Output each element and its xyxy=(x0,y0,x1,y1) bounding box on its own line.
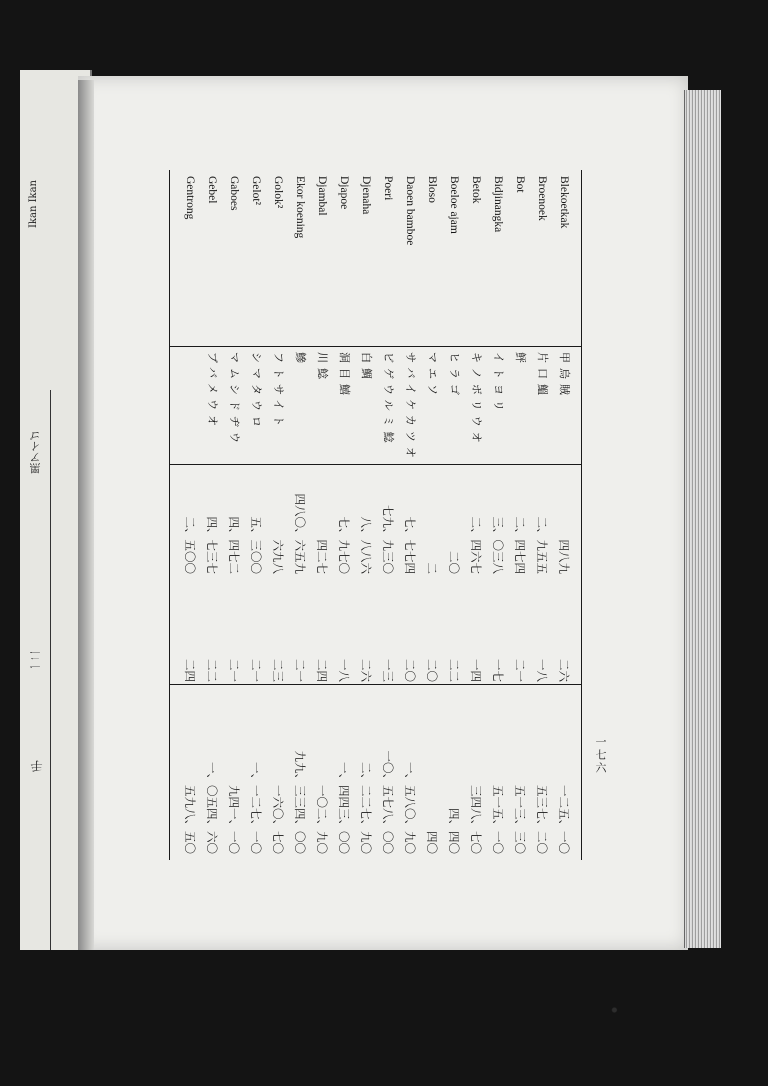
table-bottom-rule xyxy=(169,170,170,860)
quantity-cell: 二、五〇〇 xyxy=(183,516,197,574)
value-cell: 五一五、一〇 xyxy=(491,785,505,854)
value-cell: 四〇 xyxy=(425,831,439,854)
japanese-name-cell: 川鯰 xyxy=(316,352,329,384)
unit-price-cell: 一七 xyxy=(491,659,505,682)
table-row xyxy=(226,170,242,860)
japanese-name-cell: 鮃 xyxy=(514,352,527,368)
fish-name-cell: Blekoetkak xyxy=(558,176,570,229)
unit-price-cell: 二一 xyxy=(227,659,241,682)
quantity-cell: 七、九七〇 xyxy=(337,516,351,574)
value-cell: 一、五八〇、九〇 xyxy=(403,762,417,854)
japanese-name-cell: キノボリウオ xyxy=(470,352,483,448)
value-cell: 四、四〇 xyxy=(447,808,461,854)
fish-name-cell: Betok xyxy=(470,176,482,204)
japanese-name-cell: 鰺 xyxy=(294,352,307,368)
value-cell: 一六〇、七〇 xyxy=(271,785,285,854)
table-row xyxy=(358,170,374,860)
page-gutter xyxy=(78,80,94,950)
quantity-cell: 二、四六七 xyxy=(469,516,483,574)
quantity-cell: 四、七三七 xyxy=(205,516,219,574)
quantity-cell: 四八九 xyxy=(557,539,571,574)
table-row xyxy=(424,170,440,860)
quantity-cell: 三、〇三八 xyxy=(491,516,505,574)
unit-price-cell: 二一 xyxy=(513,659,527,682)
quantity-cell: 二、四七四 xyxy=(513,516,527,574)
fish-name-cell: Gentrong xyxy=(184,176,196,220)
japanese-name-cell: マムシドヂウ xyxy=(228,352,241,448)
quantity-cell: 二 xyxy=(425,562,439,574)
fish-name-cell: Ekor koening xyxy=(294,176,306,239)
value-cell: 一〇二、九〇 xyxy=(315,785,329,854)
unit-price-cell: 一八 xyxy=(337,659,351,682)
value-cell: 五一三、三〇 xyxy=(513,785,527,854)
japanese-name-cell: ヒラゴ xyxy=(448,352,461,400)
table-row xyxy=(468,170,484,860)
value-cell: 九四一、一〇 xyxy=(227,785,241,854)
fish-name-cell: Gaboes xyxy=(228,176,240,211)
quantity-cell: 四八〇、六五九 xyxy=(293,493,307,574)
value-cell: 一〇、五七八、〇〇 xyxy=(381,750,395,854)
table-row xyxy=(490,170,506,860)
left-kana-fragment: 黑アイゴ xyxy=(29,430,42,474)
fish-name-cell: Bot xyxy=(514,176,526,193)
unit-price-cell: 二二 xyxy=(447,659,461,682)
quantity-cell: 四、四七二 xyxy=(227,516,241,574)
fish-name-cell: Djapoe xyxy=(338,176,350,210)
unit-price-cell: 二一 xyxy=(293,659,307,682)
japanese-name-cell: フトサイト xyxy=(272,352,285,432)
left-header-text: Ikan Ikan xyxy=(28,180,39,229)
quantity-cell: 七、七七四 xyxy=(403,516,417,574)
japanese-name-cell: マエソ xyxy=(426,352,439,400)
table-row xyxy=(292,170,308,860)
value-cell: 一、〇五四、六〇 xyxy=(205,762,219,854)
table-row xyxy=(182,170,198,860)
unit-price-cell: 二二 xyxy=(205,659,219,682)
japanese-name-cell: ブバメウオ xyxy=(206,352,219,432)
japanese-name-cell: イトヨリ xyxy=(492,352,505,416)
fish-name-cell: Daoen bamboe xyxy=(404,176,416,246)
table-row xyxy=(556,170,572,860)
quantity-cell: 八、八八六 xyxy=(359,516,373,574)
fish-name-cell: Djenaha xyxy=(360,176,372,215)
value-cell: 九九、三三四、〇〇 xyxy=(293,750,307,854)
quantity-cell: 五、三〇〇 xyxy=(249,516,263,574)
japanese-name-cell: 洞目鱚 xyxy=(338,352,351,400)
unit-price-cell: 二六 xyxy=(557,659,571,682)
page-number: 一七六 xyxy=(594,736,607,775)
japanese-name-cell: サバイケカツオ xyxy=(404,352,417,463)
quantity-cell: 二、九五五 xyxy=(535,516,549,574)
fish-name-cell: Boeloe ajam xyxy=(448,176,460,234)
unit-price-cell: 二六 xyxy=(359,659,373,682)
table-row xyxy=(248,170,264,860)
table-top-rule xyxy=(581,170,582,860)
japanese-name-cell: 白鯛 xyxy=(360,352,373,384)
unit-price-cell: 二四 xyxy=(315,659,329,682)
left-number-fragment: 一二 xyxy=(29,650,42,672)
fish-name-cell: Gebel xyxy=(206,176,218,204)
fish-name-cell: Djambal xyxy=(316,176,328,216)
table-row xyxy=(270,170,286,860)
unit-price-cell: 一四 xyxy=(469,659,483,682)
fish-name-cell: Bidjinangka xyxy=(492,176,504,233)
quantity-cell: 二〇 xyxy=(447,551,461,574)
value-cell: 五三七、二〇 xyxy=(535,785,549,854)
fish-name-cell: Broenoek xyxy=(536,176,548,221)
japanese-name-cell: ビゲウルミ鯰 xyxy=(382,352,395,448)
quantity-cell: 六九八 xyxy=(271,539,285,574)
table-row xyxy=(314,170,330,860)
value-cell: 一、四四三、〇〇 xyxy=(337,762,351,854)
page-edges xyxy=(684,90,721,948)
fish-name-cell: Golok² xyxy=(272,176,284,209)
quantity-cell: 四二七 xyxy=(315,539,329,574)
unit-price-cell: 二〇 xyxy=(425,659,439,682)
unit-price-cell: 二一 xyxy=(249,659,263,682)
japanese-name-cell: 甲烏賊 xyxy=(558,352,571,400)
table-row xyxy=(204,170,220,860)
value-cell: 一、一二七、一〇 xyxy=(249,762,263,854)
table-row xyxy=(534,170,550,860)
unit-price-cell: 一三 xyxy=(381,659,395,682)
fish-table xyxy=(142,170,582,860)
table-row xyxy=(446,170,462,860)
fish-name-cell: Gelot² xyxy=(250,176,262,205)
value-cell: 二、二二七、九〇 xyxy=(359,762,373,854)
value-cell: 一二五、一〇 xyxy=(557,785,571,854)
fish-name-cell: Poeri xyxy=(382,176,394,201)
japanese-name-cell: シマタウロ xyxy=(250,352,263,432)
table-row xyxy=(512,170,528,860)
fish-name-cell: Bloso xyxy=(426,176,438,203)
value-cell: 五九八、五〇 xyxy=(183,785,197,854)
unit-price-cell: 二三 xyxy=(271,659,285,682)
table-row xyxy=(336,170,352,860)
value-cell: 三四八、七〇 xyxy=(469,785,483,854)
table-row xyxy=(380,170,396,860)
left-ruling xyxy=(50,390,51,950)
table-row xyxy=(402,170,418,860)
unit-price-cell: 二四 xyxy=(183,659,197,682)
japanese-name-cell: 片口鰮 xyxy=(536,352,549,400)
unit-price-cell: 二〇 xyxy=(403,659,417,682)
unit-price-cell: 一八 xyxy=(535,659,549,682)
left-fragment-2: 手 xyxy=(30,760,44,772)
quantity-cell: 七九、九三〇 xyxy=(381,505,395,574)
